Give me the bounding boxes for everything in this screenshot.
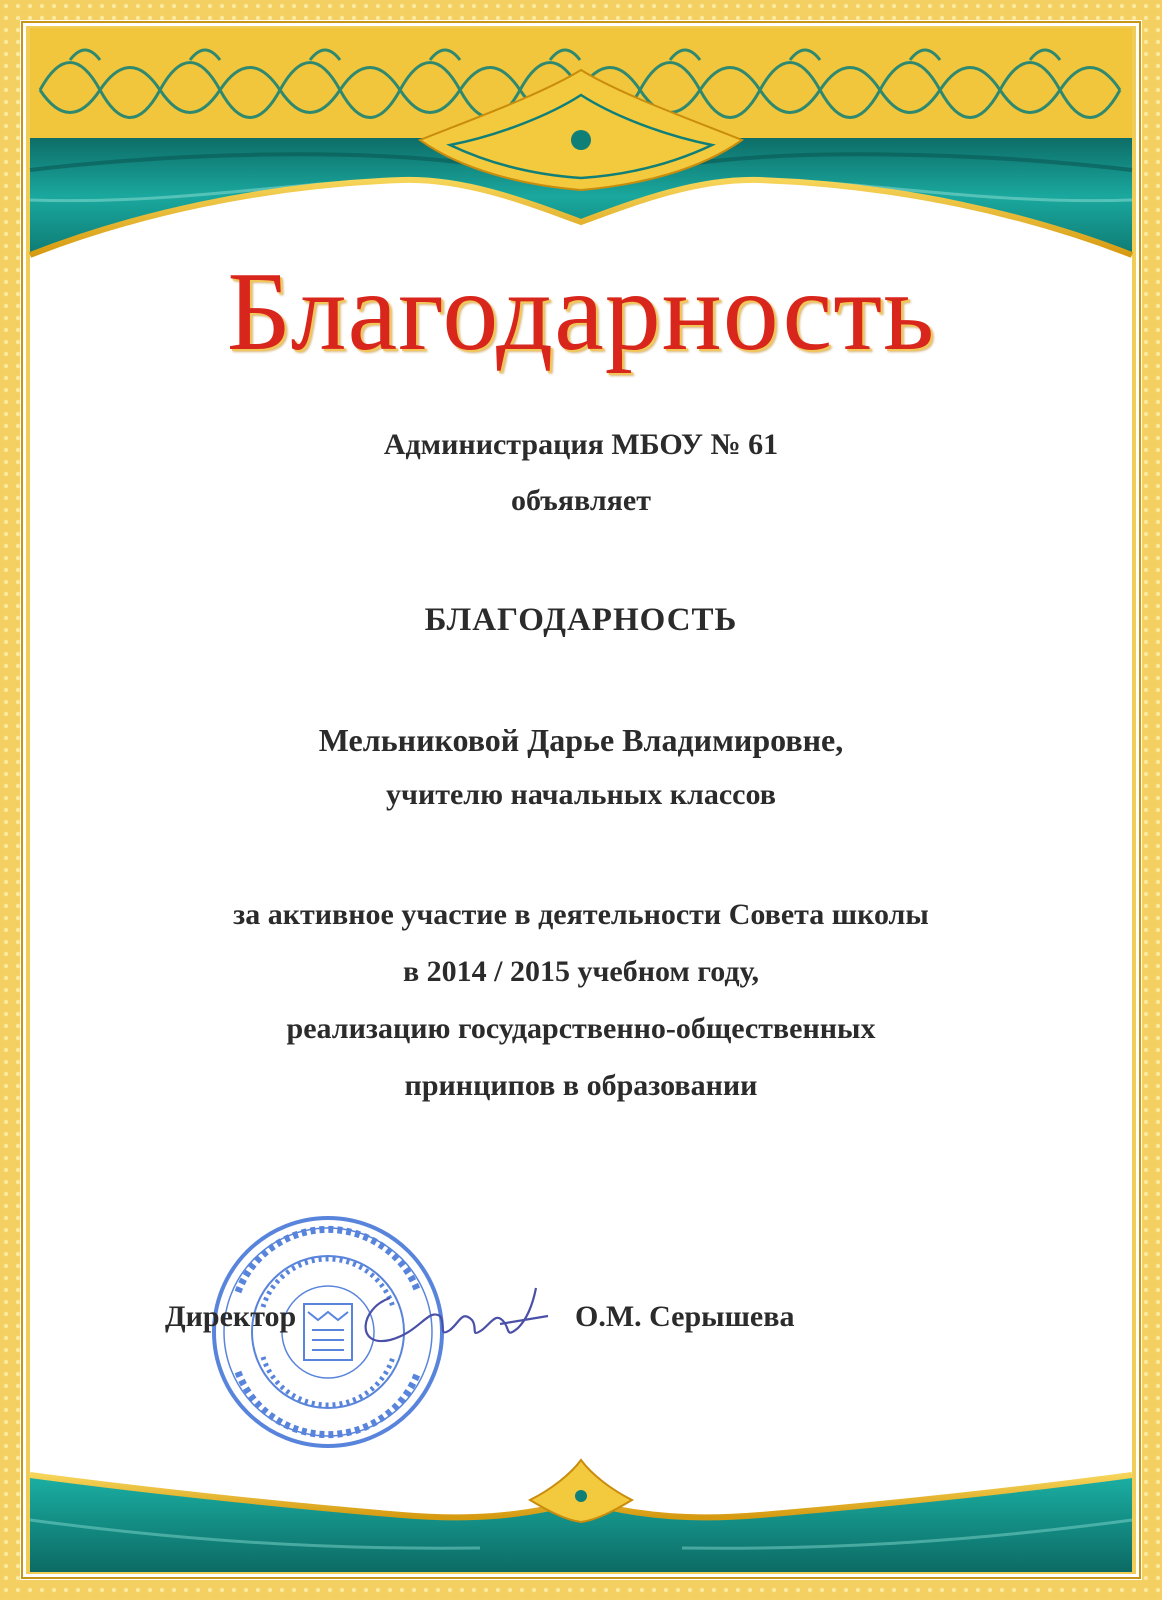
administration-line: Администрация МБОУ № 61 — [383, 428, 779, 461]
handwritten-signature — [350, 1268, 550, 1358]
recipient-name: Мельниковой Дарье Владимировне, — [318, 722, 844, 758]
signatory-title: Директор — [165, 1300, 297, 1333]
heading-line: БЛАГОДАРНОСТЬ — [424, 602, 738, 638]
certificate-title: Благодарность — [226, 250, 936, 374]
recipient-position: учителю начальных классов — [386, 778, 776, 811]
reason-line-4: принципов в образовании — [404, 1069, 758, 1102]
reason-line-3: реализацию государственно-общественных — [286, 1012, 876, 1045]
reason-line-2: в 2014 / 2015 учебном году, — [402, 955, 760, 988]
announces-line: объявляет — [511, 484, 651, 517]
reason-line-1: за активное участие в деятельности Совета школы — [233, 898, 929, 931]
signatory-name: О.М. Серышева — [575, 1300, 795, 1333]
